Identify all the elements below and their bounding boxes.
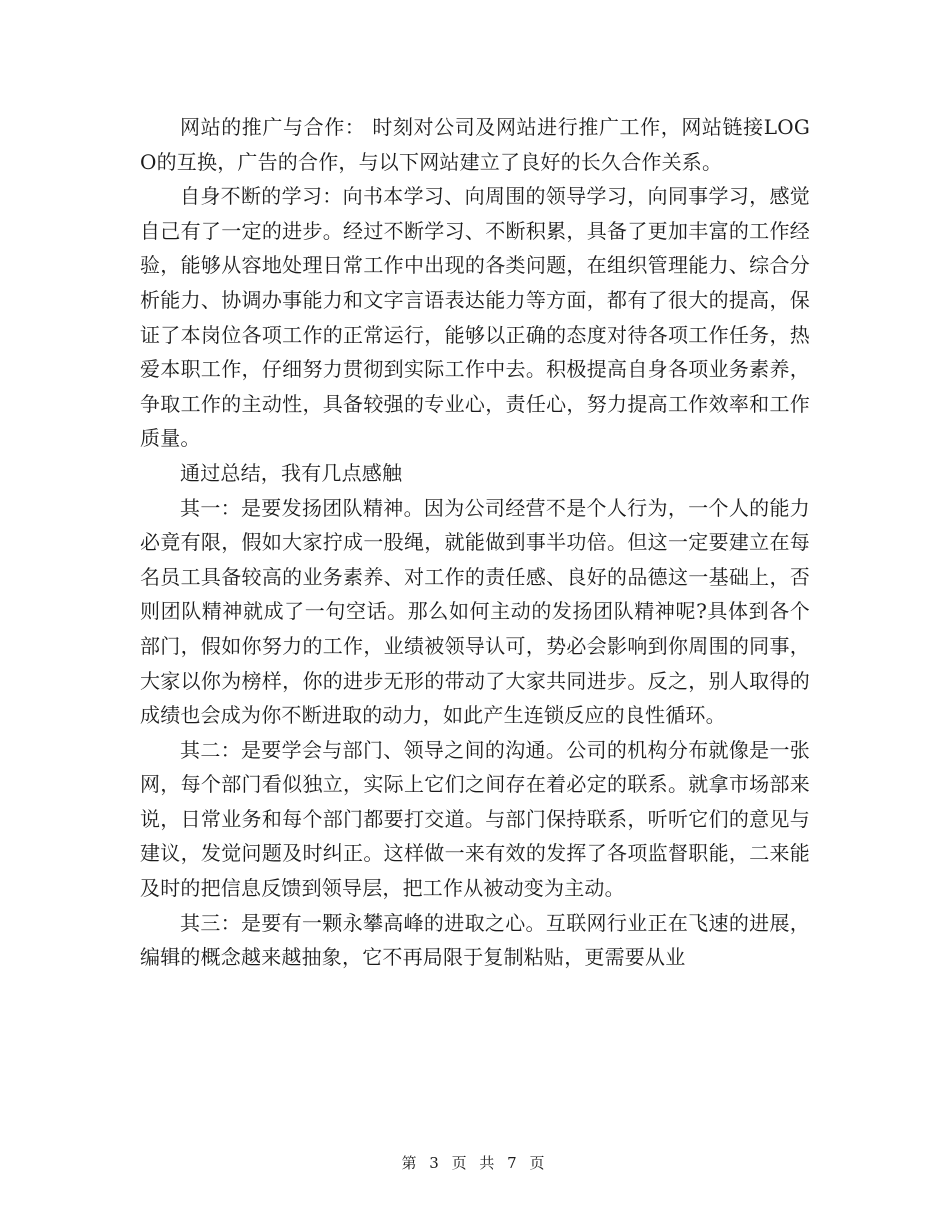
paragraph-self-learning: 自身不断的学习：向书本学习、向周围的领导学习，向同事学习，感觉自己有了一定的进步。经过不断学习、不断积累，具备了更加丰富的工作经验，能够从容地处理日常工作中出现的各类问题，在组织管理能力、综合分析能力、协调办事能力和文字言语表达能力等方面，都有了很大的提高，保证了本岗位各项工作的正常运行，能够以正确的态度对待各项工作任务，热爱本职工作，仔细努力贯彻到实际工作中去。积极提高自身各项业务素养，争取工作的主动性，具备较强的专业心，责任心，努力提高工作效率和工作质量。: [140, 184, 810, 451]
page-number-footer: 第 3 页 共 7 页: [401, 1154, 549, 1172]
paragraph-point-three: 其三：是要有一颗永攀高峰的进取之心。互联网行业正在飞速的进展，编辑的概念越来越抽象，它不再局限于复制粘贴，更需要从业: [140, 910, 810, 970]
paragraph-summary-intro: 通过总结，我有几点感触: [180, 460, 403, 485]
paragraph-point-one: 其一：是要发扬团队精神。因为公司经营不是个人行为，一个人的能力必竟有限，假如大家拧成一股绳，就能做到事半功倍。但这一定要建立在每名员工具备较高的业务素养、对工作的责任感、良好的品德这一基础上，否则团队精神就成了一句空话。那么如何主动的发扬团队精神呢?具体到各个部门，假如你努力的工作，业绩被领导认可，势必会影响到你周围的同事，大家以你为榜样，你的进步无形的带动了大家共同进步。反之，别人取得的成绩也会成为你不断进取的动力，如此产生连锁反应的良性循环。: [140, 495, 810, 728]
document-body: [140, 110, 810, 975]
paragraph-point-two: 其二：是要学会与部门、领导之间的沟通。公司的机构分布就像是一张网，每个部门看似独立，实际上它们之间存在着必定的联系。就拿市场部来说，日常业务和每个部门都要打交道。与部门保持联系，听听它们的意见与建议，发觉问题及时纠正。这样做一来有效的发挥了各项监督职能，二来能及时的把信息反馈到领导层，把工作从被动变为主动。: [140, 737, 810, 901]
paragraph-promotion: 网站的推广与合作： 时刻对公司及网站进行推广工作，网站链接LOGO的互换，广告的合作，与以下网站建立了良好的长久合作关系。: [140, 115, 810, 174]
